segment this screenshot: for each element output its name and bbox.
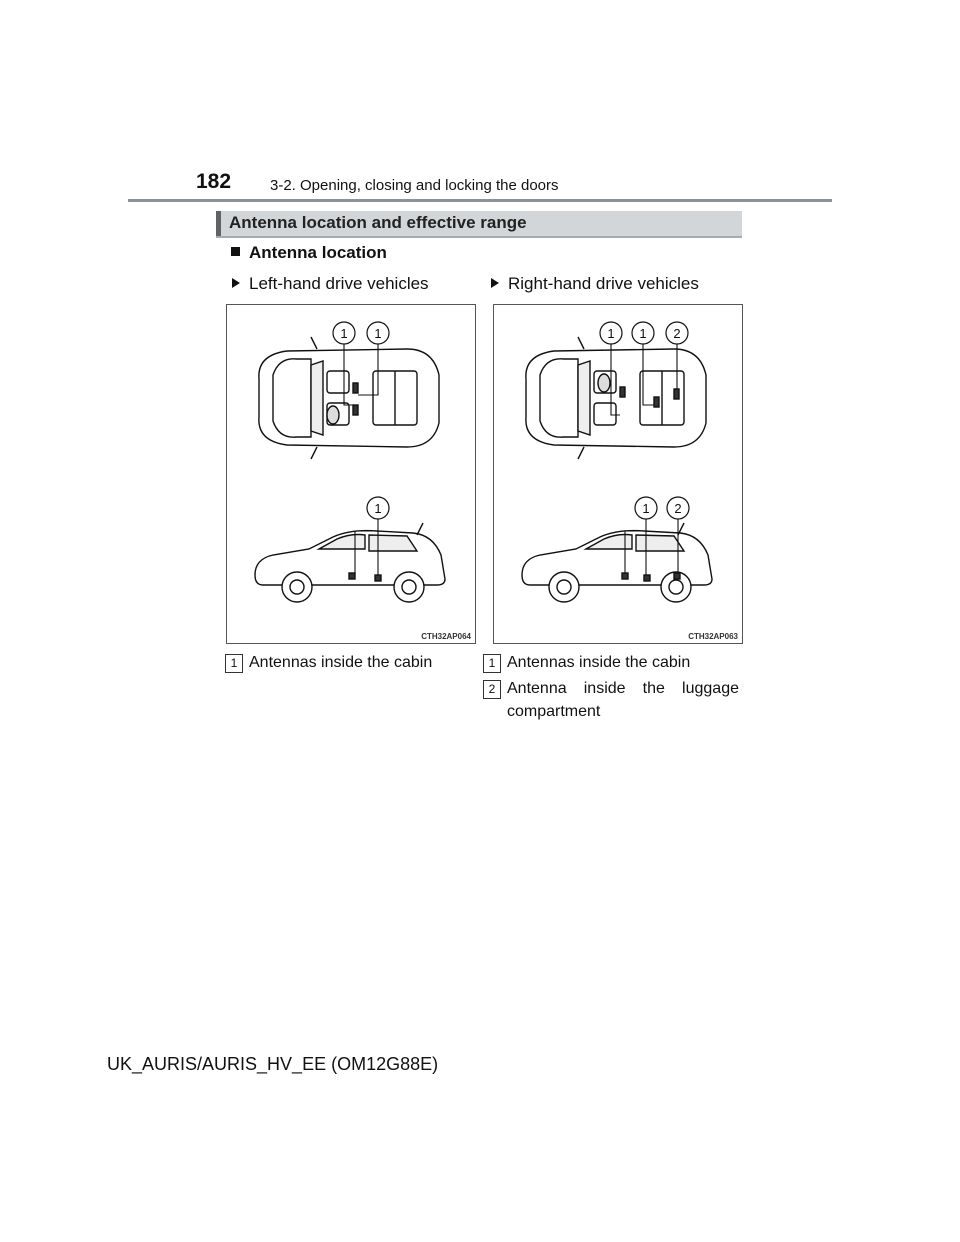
left-variant-label (232, 274, 429, 294)
figure-code: CTH32AP064 (421, 632, 471, 641)
callout-number: 1 (639, 326, 647, 341)
subheading-text: Antenna location (249, 243, 387, 262)
page-number: 182 (196, 170, 232, 193)
triangle-bullet-icon (232, 278, 240, 288)
callout-number: 1 (340, 326, 348, 341)
legend-text: Antenna inside the luggage (507, 680, 739, 697)
square-bullet-icon (231, 247, 240, 256)
legend-text: Antennas inside the cabin (507, 654, 691, 671)
legend-number-box: 1 (483, 654, 501, 673)
callout-number: 2 (673, 326, 681, 341)
legend-number-box: 1 (225, 654, 243, 673)
section-reference: 3-2. Opening, closing and locking the doors (270, 177, 559, 194)
legend-text-continuation: compartment (507, 703, 601, 720)
footer-document-id: UK_AURIS/AURIS_HV_EE (OM12G88E) (107, 1054, 439, 1074)
right-variant-label (491, 274, 699, 294)
section-bar-accent (216, 211, 221, 236)
right-car-illustration (494, 305, 742, 643)
right-hand-drive-diagram (493, 304, 743, 644)
callout-number: 1 (607, 326, 615, 341)
left-variant-text: Left-hand drive vehicles (249, 274, 429, 293)
callout-number: 1 (374, 501, 382, 516)
section-title: Antenna location and effective range (229, 213, 527, 232)
header-divider (128, 199, 832, 202)
callout-number: 1 (642, 501, 650, 516)
left-hand-drive-diagram (226, 304, 476, 644)
callout-number: 2 (674, 501, 682, 516)
triangle-bullet-icon (491, 278, 499, 288)
figure-code: CTH32AP063 (688, 632, 738, 641)
callout-number: 1 (374, 326, 382, 341)
section-title-bar (216, 211, 742, 238)
subheading (231, 243, 387, 263)
legend-number-box: 2 (483, 680, 501, 699)
right-variant-text: Right-hand drive vehicles (508, 274, 699, 293)
legend-text: Antennas inside the cabin (249, 654, 433, 671)
left-car-illustration (227, 305, 475, 643)
